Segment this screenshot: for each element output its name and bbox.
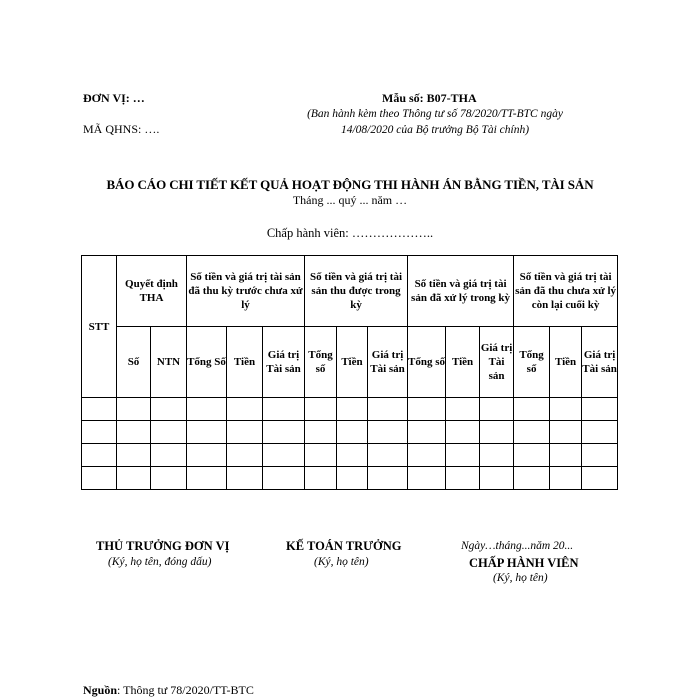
col-g1-total: Tổng Số [187,327,227,398]
col-g1-asset: Giá trị Tài sản [263,327,305,398]
col-group-processed: Số tiền và giá trị tài sản đã xử lý trong kỳ [408,256,514,327]
officer-signature-note: (Ký, họ tên) [493,572,548,584]
col-group-collected: Số tiền và giá trị tài sản thu được trong kỳ [305,256,408,327]
form-number: Mẫu số: B07-THA [382,91,477,105]
report-table [81,255,618,490]
col-stt: STT [82,256,117,398]
table-row [82,421,618,444]
col-g3-total: Tổng số [408,327,446,398]
accountant-signature-note: (Ký, họ tên) [314,556,369,568]
col-g2-money: Tiền [337,327,368,398]
table-row [82,467,618,490]
source-label: Nguồn [83,683,118,697]
col-ntn: NTN [151,327,187,398]
col-g1-money: Tiền [227,327,263,398]
table-row [82,398,618,421]
head-signature-title: THỦ TRƯỞNG ĐƠN VỊ [96,539,230,553]
col-decision: Quyết định THA [117,256,187,327]
report-period: Tháng ... quý ... năm … [292,193,408,207]
issued-by-note: (Ban hành kèm theo Thông tư số 78/2020/TT-BTC ngày 14/08/2020 của Bộ trưởng Bộ Tài chính) [307,108,563,136]
report-title: BÁO CÁO CHI TIẾT KẾT QUẢ HOẠT ĐỘNG THI HÀNH ÁN BẰNG TIỀN, TÀI SẢN [106,177,594,192]
col-g4-money: Tiền [550,327,582,398]
col-so: Số [117,327,151,398]
col-g3-asset: Giá trị Tài sản [480,327,514,398]
col-group-prior-unprocessed: Số tiền và giá trị tài sản đã thu kỳ trước chưa xử lý [187,256,305,327]
source-line [83,683,254,698]
col-g4-total: Tổng số [514,327,550,398]
signature-date-line: Ngày…tháng...năm 20... [461,540,574,552]
officer-signature-title: CHẤP HÀNH VIÊN [469,556,579,570]
col-g3-money: Tiền [446,327,480,398]
col-g2-asset: Giá trị Tài sản [368,327,408,398]
accountant-signature-title: KẾ TOÁN TRƯỞNG [286,539,402,553]
col-g4-asset: Giá trị Tài sản [582,327,618,398]
table-row [82,444,618,467]
head-signature-note: (Ký, họ tên, đóng dấu) [108,556,212,568]
qhns-label: MÃ QHNS: …. [83,122,160,136]
officer-line: Chấp hành viên: ……………….. [266,226,434,240]
col-group-remaining: Số tiền và giá trị tài sản đã thu chưa xử lý còn lại cuối kỳ [514,256,618,327]
unit-label: ĐƠN VỊ: … [83,91,145,105]
col-g2-total: Tổng số [305,327,337,398]
source-text: : Thông tư 78/2020/TT-BTC [117,683,254,697]
